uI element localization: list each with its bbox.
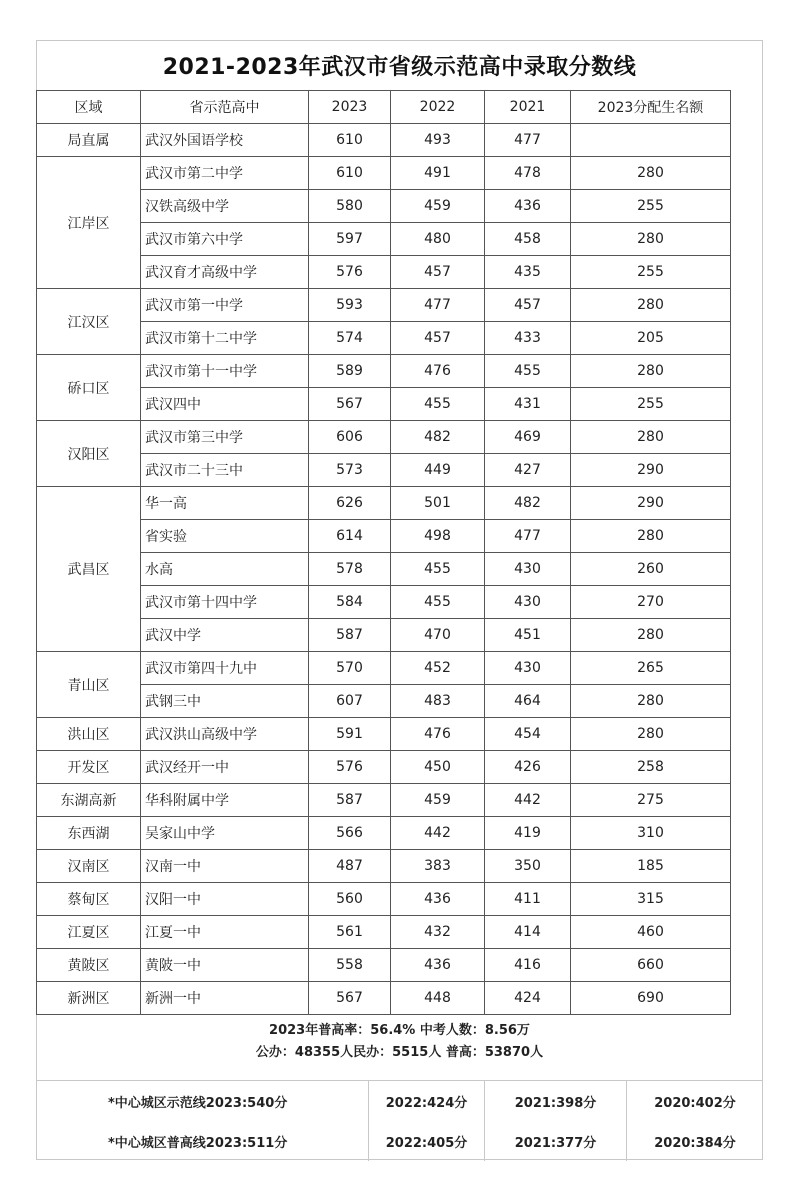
page-title: 2021-2023年武汉市省级示范高中录取分数线 [162, 54, 637, 80]
school-name: 黄陂一中 [141, 949, 309, 982]
table-row [37, 388, 731, 421]
table-row [37, 520, 731, 553]
school-name: 汉铁高级中学 [141, 190, 309, 223]
table-row [37, 355, 731, 388]
school-name: 武汉市第十二中学 [141, 322, 309, 355]
score-2023: 567 [309, 388, 391, 421]
score-2023: 580 [309, 190, 391, 223]
score-2022: 482 [391, 421, 485, 454]
score-2021: 458 [485, 223, 571, 256]
district-cell: 汉南区 [37, 850, 141, 883]
score-2022: 457 [391, 322, 485, 355]
district-cell: 开发区 [37, 751, 141, 784]
bottom-row-general [36, 1121, 763, 1161]
general-line-2022: 2022:405分 [368, 1121, 484, 1161]
table-header-row [37, 91, 731, 124]
score-2023: 606 [309, 421, 391, 454]
score-2021: 477 [485, 124, 571, 157]
quota-2023: 310 [571, 817, 731, 850]
score-2023: 610 [309, 124, 391, 157]
score-2022: 501 [391, 487, 485, 520]
header-2021: 2021 [485, 91, 571, 124]
score-2022: 459 [391, 784, 485, 817]
table-row [37, 421, 731, 454]
quota-2023: 260 [571, 553, 731, 586]
school-name: 武汉市第六中学 [141, 223, 309, 256]
school-name: 武汉外国语学校 [141, 124, 309, 157]
quota-2023: 205 [571, 322, 731, 355]
score-2023: 593 [309, 289, 391, 322]
demo-line-2022: 2022:424分 [368, 1081, 484, 1121]
score-2022: 477 [391, 289, 485, 322]
score-2021: 431 [485, 388, 571, 421]
score-2023: 576 [309, 751, 391, 784]
quota-2023: 255 [571, 190, 731, 223]
score-2021: 478 [485, 157, 571, 190]
score-2022: 448 [391, 982, 485, 1015]
quota-2023: 290 [571, 454, 731, 487]
score-2022: 449 [391, 454, 485, 487]
quota-2023: 280 [571, 520, 731, 553]
table-row [37, 850, 731, 883]
header-2022: 2022 [391, 91, 485, 124]
score-2022: 450 [391, 751, 485, 784]
score-2023: 558 [309, 949, 391, 982]
quota-2023: 280 [571, 619, 731, 652]
school-name: 武汉市二十三中 [141, 454, 309, 487]
header-school: 省示范高中 [141, 91, 309, 124]
school-name: 武汉市第十一中学 [141, 355, 309, 388]
district-cell: 江汉区 [37, 289, 141, 355]
table-row [37, 883, 731, 916]
score-2023: 578 [309, 553, 391, 586]
quota-2023: 690 [571, 982, 731, 1015]
school-name: 新洲一中 [141, 982, 309, 1015]
quota-2023: 185 [571, 850, 731, 883]
table-row [37, 619, 731, 652]
score-2021: 430 [485, 553, 571, 586]
quota-2023: 315 [571, 883, 731, 916]
score-2022: 459 [391, 190, 485, 223]
table-row [37, 916, 731, 949]
table-body [37, 124, 731, 1015]
quota-2023 [571, 124, 731, 157]
table-row [37, 718, 731, 751]
score-2021: 477 [485, 520, 571, 553]
quota-2023: 290 [571, 487, 731, 520]
score-2023: 587 [309, 784, 391, 817]
score-2023: 573 [309, 454, 391, 487]
score-2022: 432 [391, 916, 485, 949]
table-row [37, 256, 731, 289]
district-cell: 青山区 [37, 652, 141, 718]
school-name: 省实验 [141, 520, 309, 553]
score-2022: 498 [391, 520, 485, 553]
district-cell: 武昌区 [37, 487, 141, 652]
quota-2023: 280 [571, 223, 731, 256]
score-2021: 414 [485, 916, 571, 949]
score-2022: 455 [391, 553, 485, 586]
quota-2023: 280 [571, 421, 731, 454]
score-2021: 430 [485, 586, 571, 619]
table-row [37, 157, 731, 190]
score-2021: 427 [485, 454, 571, 487]
score-2022: 383 [391, 850, 485, 883]
school-name: 武汉市第十四中学 [141, 586, 309, 619]
score-2023: 584 [309, 586, 391, 619]
school-name: 武汉市第二中学 [141, 157, 309, 190]
score-2021: 350 [485, 850, 571, 883]
table-row [37, 751, 731, 784]
quota-2023: 280 [571, 718, 731, 751]
score-2023: 607 [309, 685, 391, 718]
school-name: 华一高 [141, 487, 309, 520]
general-line-2020: 2020:384分 [626, 1121, 763, 1161]
table-row [37, 223, 731, 256]
score-2023: 576 [309, 256, 391, 289]
summary [36, 1020, 763, 1064]
score-2021: 455 [485, 355, 571, 388]
score-table [36, 90, 731, 1015]
district-cell: 蔡甸区 [37, 883, 141, 916]
table-row [37, 685, 731, 718]
header-district: 区域 [37, 91, 141, 124]
score-2023: 561 [309, 916, 391, 949]
quota-2023: 255 [571, 388, 731, 421]
school-name: 武汉市第一中学 [141, 289, 309, 322]
table-row [37, 289, 731, 322]
school-name: 武汉育才高级中学 [141, 256, 309, 289]
score-2023: 614 [309, 520, 391, 553]
score-2021: 430 [485, 652, 571, 685]
score-2021: 433 [485, 322, 571, 355]
summary-line-2: 公办：48355人民办：5515人 普高：53870人 [255, 1045, 544, 1060]
demo-line-2020: 2020:402分 [626, 1081, 763, 1121]
score-2022: 457 [391, 256, 485, 289]
school-name: 汉阳一中 [141, 883, 309, 916]
score-2022: 455 [391, 388, 485, 421]
quota-2023: 460 [571, 916, 731, 949]
demo-line-2023: *中心城区示范线2023:540分 [108, 1095, 288, 1111]
score-2023: 574 [309, 322, 391, 355]
school-name: 武汉市第三中学 [141, 421, 309, 454]
score-2022: 436 [391, 883, 485, 916]
district-cell: 黄陂区 [37, 949, 141, 982]
score-2023: 570 [309, 652, 391, 685]
score-2021: 435 [485, 256, 571, 289]
score-2021: 451 [485, 619, 571, 652]
school-name: 武汉经开一中 [141, 751, 309, 784]
score-2023: 566 [309, 817, 391, 850]
header-quota: 2023分配生名额 [571, 91, 731, 124]
score-2021: 436 [485, 190, 571, 223]
school-name: 武汉市第四十九中 [141, 652, 309, 685]
table-row [37, 124, 731, 157]
quota-2023: 280 [571, 355, 731, 388]
district-cell: 东湖高新 [37, 784, 141, 817]
score-2022: 476 [391, 355, 485, 388]
score-2021: 442 [485, 784, 571, 817]
table-row [37, 454, 731, 487]
score-2021: 454 [485, 718, 571, 751]
score-2022: 493 [391, 124, 485, 157]
table-row [37, 322, 731, 355]
score-2023: 589 [309, 355, 391, 388]
score-2021: 416 [485, 949, 571, 982]
table-row [37, 586, 731, 619]
quota-2023: 280 [571, 289, 731, 322]
score-2022: 436 [391, 949, 485, 982]
score-2023: 626 [309, 487, 391, 520]
demo-line-2021: 2021:398分 [484, 1081, 626, 1121]
quota-2023: 265 [571, 652, 731, 685]
district-cell: 局直属 [37, 124, 141, 157]
school-name: 武汉洪山高级中学 [141, 718, 309, 751]
score-2023: 591 [309, 718, 391, 751]
score-2021: 424 [485, 982, 571, 1015]
quota-2023: 270 [571, 586, 731, 619]
school-name: 吴家山中学 [141, 817, 309, 850]
score-2023: 487 [309, 850, 391, 883]
district-cell: 江夏区 [37, 916, 141, 949]
score-2022: 470 [391, 619, 485, 652]
school-name: 武钢三中 [141, 685, 309, 718]
quota-2023: 280 [571, 157, 731, 190]
quota-2023: 280 [571, 685, 731, 718]
score-2021: 426 [485, 751, 571, 784]
district-cell: 洪山区 [37, 718, 141, 751]
table-row [37, 190, 731, 223]
table-row [37, 817, 731, 850]
score-2023: 560 [309, 883, 391, 916]
score-2023: 587 [309, 619, 391, 652]
score-2022: 452 [391, 652, 485, 685]
score-2021: 482 [485, 487, 571, 520]
school-name: 汉南一中 [141, 850, 309, 883]
quota-2023: 255 [571, 256, 731, 289]
score-2021: 464 [485, 685, 571, 718]
general-line-2023: *中心城区普高线2023:511分 [108, 1135, 288, 1151]
table-row [37, 652, 731, 685]
score-2021: 419 [485, 817, 571, 850]
table-row [37, 982, 731, 1015]
district-cell: 汉阳区 [37, 421, 141, 487]
table-row [37, 949, 731, 982]
school-name: 水高 [141, 553, 309, 586]
table-row [37, 784, 731, 817]
score-2022: 483 [391, 685, 485, 718]
header-2023: 2023 [309, 91, 391, 124]
score-2021: 457 [485, 289, 571, 322]
quota-2023: 275 [571, 784, 731, 817]
quota-2023: 258 [571, 751, 731, 784]
score-2022: 442 [391, 817, 485, 850]
district-cell: 硚口区 [37, 355, 141, 421]
school-name: 江夏一中 [141, 916, 309, 949]
score-2021: 411 [485, 883, 571, 916]
score-2022: 476 [391, 718, 485, 751]
district-cell: 新洲区 [37, 982, 141, 1015]
table-row [37, 487, 731, 520]
table-row [37, 553, 731, 586]
score-2021: 469 [485, 421, 571, 454]
school-name: 武汉中学 [141, 619, 309, 652]
district-cell: 东西湖 [37, 817, 141, 850]
score-2022: 455 [391, 586, 485, 619]
score-2022: 491 [391, 157, 485, 190]
summary-line-1: 2023年普高率：56.4% 中考人数：8.56万 [269, 1023, 530, 1038]
score-2023: 567 [309, 982, 391, 1015]
school-name: 华科附属中学 [141, 784, 309, 817]
bottom-lines [36, 1080, 763, 1161]
score-2023: 597 [309, 223, 391, 256]
score-2022: 480 [391, 223, 485, 256]
school-name: 武汉四中 [141, 388, 309, 421]
district-cell: 江岸区 [37, 157, 141, 289]
general-line-2021: 2021:377分 [484, 1121, 626, 1161]
quota-2023: 660 [571, 949, 731, 982]
bottom-row-demo [36, 1081, 763, 1121]
score-2023: 610 [309, 157, 391, 190]
